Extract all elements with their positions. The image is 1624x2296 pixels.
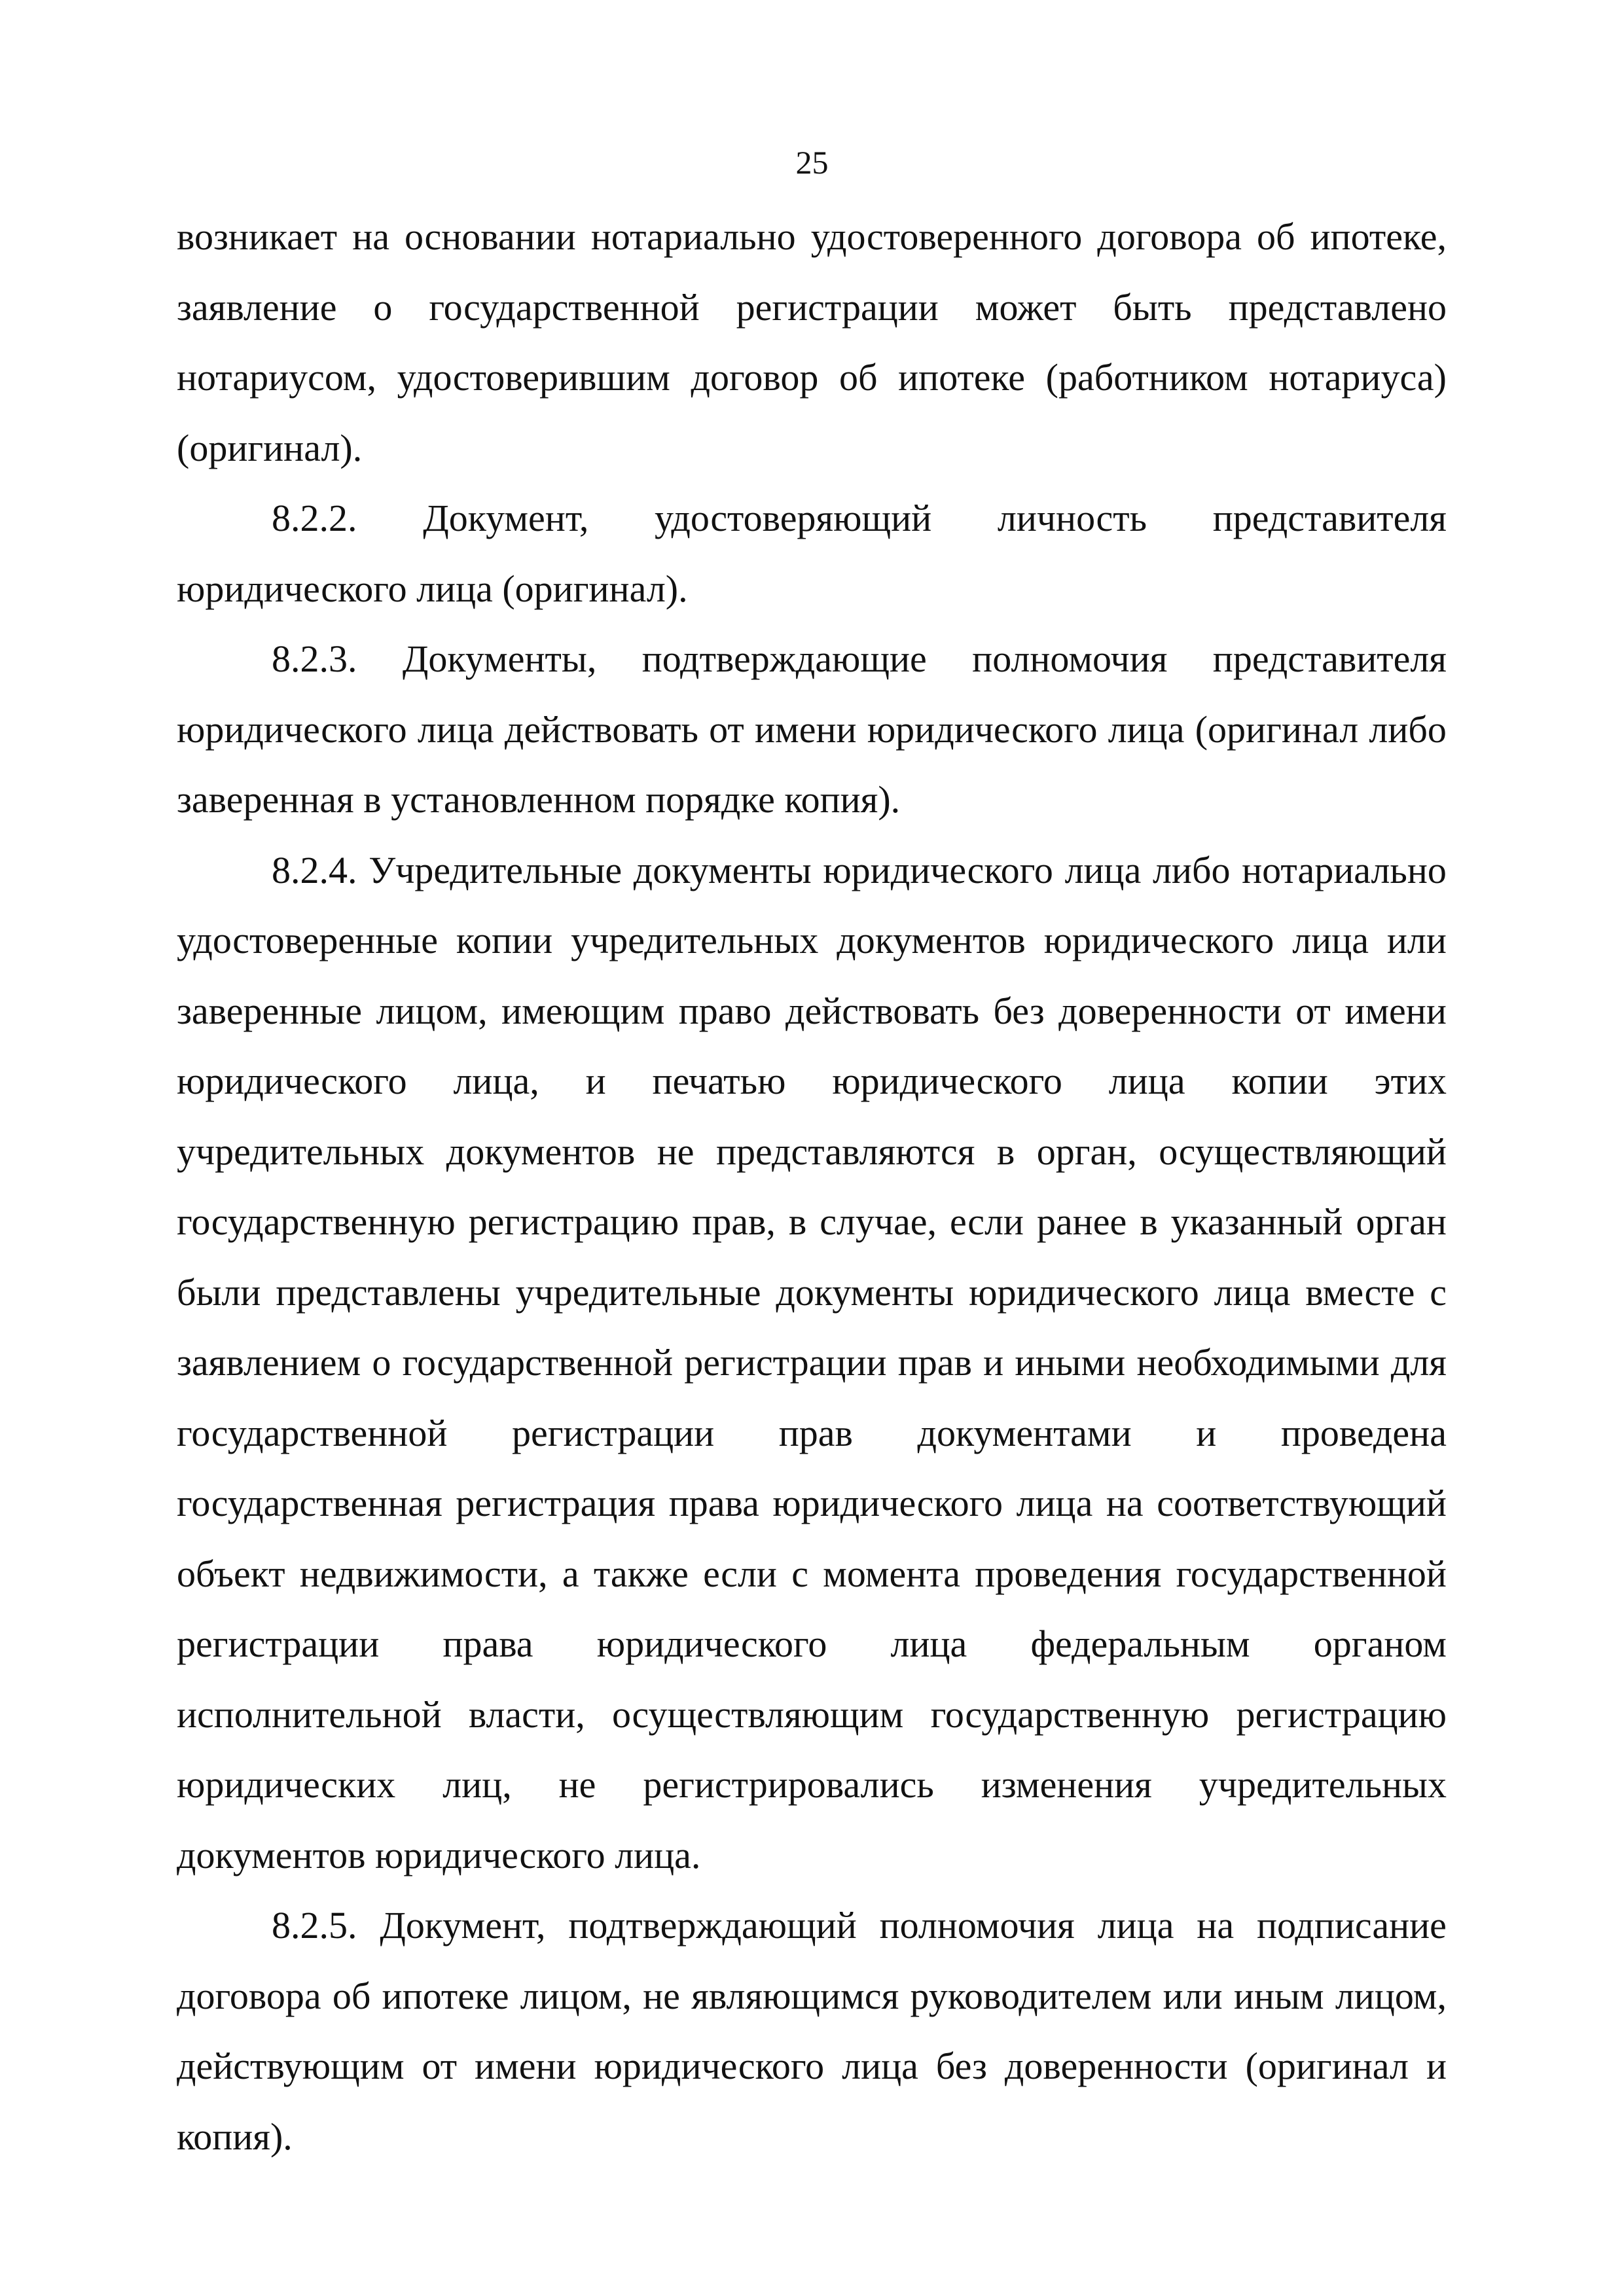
text-line: заявлением о государственной регистрации прав и иными необходимыми для (177, 1341, 1447, 1384)
paragraph-8-2-2 (177, 483, 1447, 624)
text-line: 8.2.2. Документ, удостоверяющий личность представителя (272, 497, 1447, 539)
text-line: юридических лиц, не регистрировались изменения учредительных (177, 1763, 1447, 1806)
text-line: копия). (177, 2115, 293, 2158)
text-line: нотариусом, удостоверившим договор об ипотеке (работником нотариуса) (177, 356, 1447, 399)
document-body (177, 202, 1447, 2172)
paragraph-8-2-5 (177, 1890, 1447, 2172)
text-line: удостоверенные копии учредительных документов юридического лица или (177, 919, 1447, 961)
paragraph-continuation (177, 202, 1447, 483)
text-line: юридического лица, и печатью юридического лица копии этих (177, 1060, 1447, 1102)
text-line: государственную регистрацию прав, в случае, если ранее в указанный орган (177, 1200, 1447, 1243)
text-line: исполнительной власти, осуществляющим государственную регистрацию (177, 1693, 1447, 1736)
text-line: государственная регистрация права юридического лица на соответствующий (177, 1482, 1447, 1524)
text-line: заверенная в установленном порядке копия). (177, 778, 901, 821)
text-line: 8.2.4. Учредительные документы юридического лица либо нотариально (272, 848, 1447, 891)
text-line: юридического лица (оригинал). (177, 567, 688, 610)
text-line: были представлены учредительные документы юридического лица вместе с (177, 1270, 1447, 1314)
text-line: регистрации права юридического лица федеральным органом (177, 1623, 1447, 1665)
text-line: заявление о государственной регистрации может быть представлено (177, 285, 1447, 329)
text-line: 8.2.5. Документ, подтверждающий полномочия лица на подписание (272, 1904, 1447, 1946)
text-line: учредительных документов не представляются в орган, осуществляющий (177, 1130, 1447, 1173)
text-line: договора об ипотеке лицом, не являющимся руководителем или иным лицом, (177, 1974, 1447, 2017)
paragraph-8-2-3 (177, 624, 1447, 835)
text-line: заверенные лицом, имеющим право действовать без доверенности от имени (177, 989, 1447, 1032)
text-line: действующим от имени юридического лица без доверенности (оригинал и (177, 2045, 1447, 2087)
text-line: возникает на основании нотариально удостоверенного договора об ипотеке, (177, 215, 1447, 258)
page-number: 25 (795, 144, 829, 181)
text-line: (оригинал). (177, 426, 363, 469)
text-line: документов юридического лица. (177, 1833, 701, 1876)
text-line: государственной регистрации прав документами и проведена (177, 1411, 1447, 1454)
text-line: объект недвижимости, а также если с момента проведения государственной (177, 1552, 1447, 1595)
text-line: 8.2.3. Документы, подтверждающие полномочия представителя (272, 637, 1447, 680)
paragraph-8-2-4 (177, 835, 1447, 1891)
text-line: юридического лица действовать от имени юридического лица (оригинал либо (177, 708, 1447, 751)
